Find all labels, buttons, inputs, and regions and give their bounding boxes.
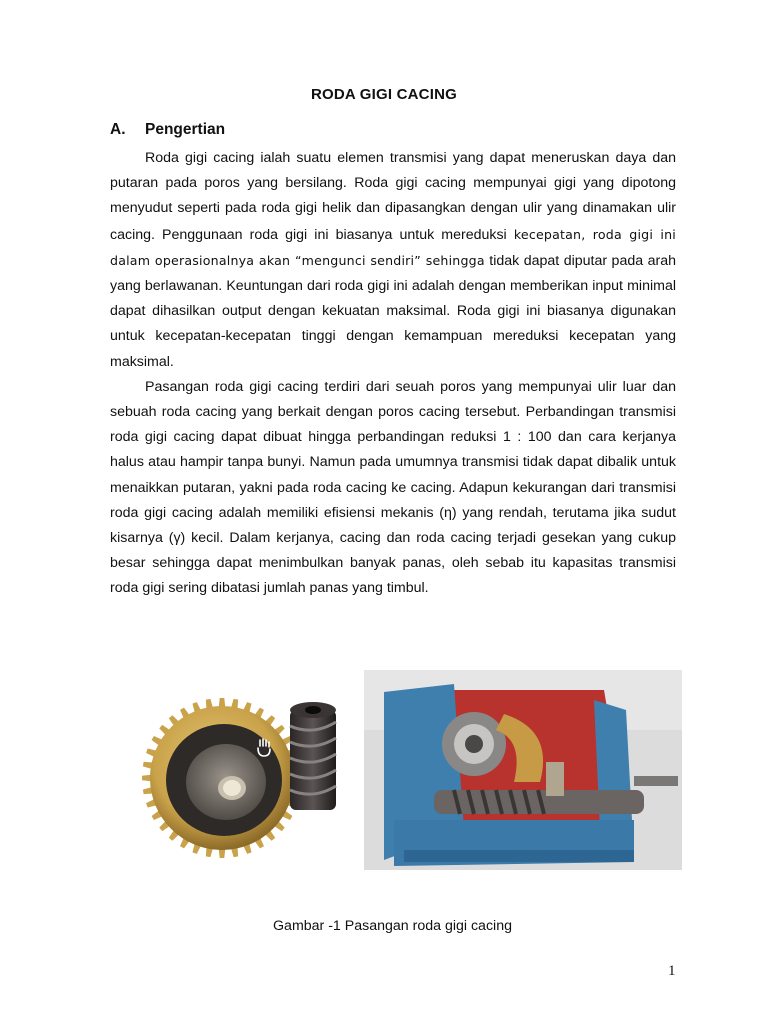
section-title: Pengertian — [145, 121, 226, 138]
section-heading — [110, 121, 225, 139]
gearbox-illustration — [364, 670, 682, 870]
section-number: A. — [110, 121, 126, 138]
body-text — [110, 146, 676, 602]
paragraph-2: Pasangan roda gigi cacing terdiri dari seuah poros yang mempunyai ulir luar dan sebuah roda cacing yang berkait dengan poros cacing tersebut. Perbandingan transmisi roda gigi cacing dapat dibuat hingga perbandingan reduksi 1 : 100 dan cara kerjanya halus atau hampir tanpa bunyi. Namun pada umumnya transmisi tidak dapat dibalik untuk menaikkan putaran, yakni pada roda cacing ke cacing. Adapun kekurangan dari transmisi roda gigi cacing adalah memiliki efisiensi mekanis (η) yang rendah, terutama jika sudut kisarnya (γ) kecil. Dalam kerjanya, cacing dan roda cacing terjadi gesekan yang cukup besar sehingga dapat menimbulkan banyak panas, oleh sebab itu kapasitas transmisi roda gigi sering dibatasi jumlah panas yang timbul. — [110, 378, 676, 597]
worm-gear-illustration — [140, 690, 352, 870]
figure-caption: Gambar -1 Pasangan roda gigi cacing — [273, 918, 512, 934]
page-number: 1 — [668, 963, 676, 979]
paragraph-1-part-1: Roda gigi cacing ialah suatu elemen transmisi yang dapat meneruskan daya dan putaran pada poros yang bersilang. Roda gigi cacing mempunyai gigi yang dipotong menyudut seperti pada roda gigi helik dan dipasangkan dengan ulir yang dinamakan ulir cacing. Penggunaan roda gigi ini biasanya untuk mereduksi — [110, 150, 676, 243]
paragraph-1-part-3: tidak dapat diputar pada arah yang berlawanan. Keuntungan dari roda gigi ini adalah dengan memberikan input minimal dapat dihasilkan output dengan kekuatan maksimal. Roda gigi ini biasanya digunakan untuk kecepatan-kecepatan tinggi dengan kemampuan mereduksi kecepatan yang maksimal. — [110, 252, 676, 370]
paragraph-1 — [110, 146, 676, 375]
gearbox-cutaway-image — [364, 670, 682, 870]
paragraph-1-part-2: kecepatan, roda gigi ini dalam operasionalnya akan “mengunci sendiri” sehingga — [110, 226, 676, 268]
page-title: RODA GIGI CACING — [311, 86, 457, 103]
worm-gear-image — [140, 690, 352, 870]
